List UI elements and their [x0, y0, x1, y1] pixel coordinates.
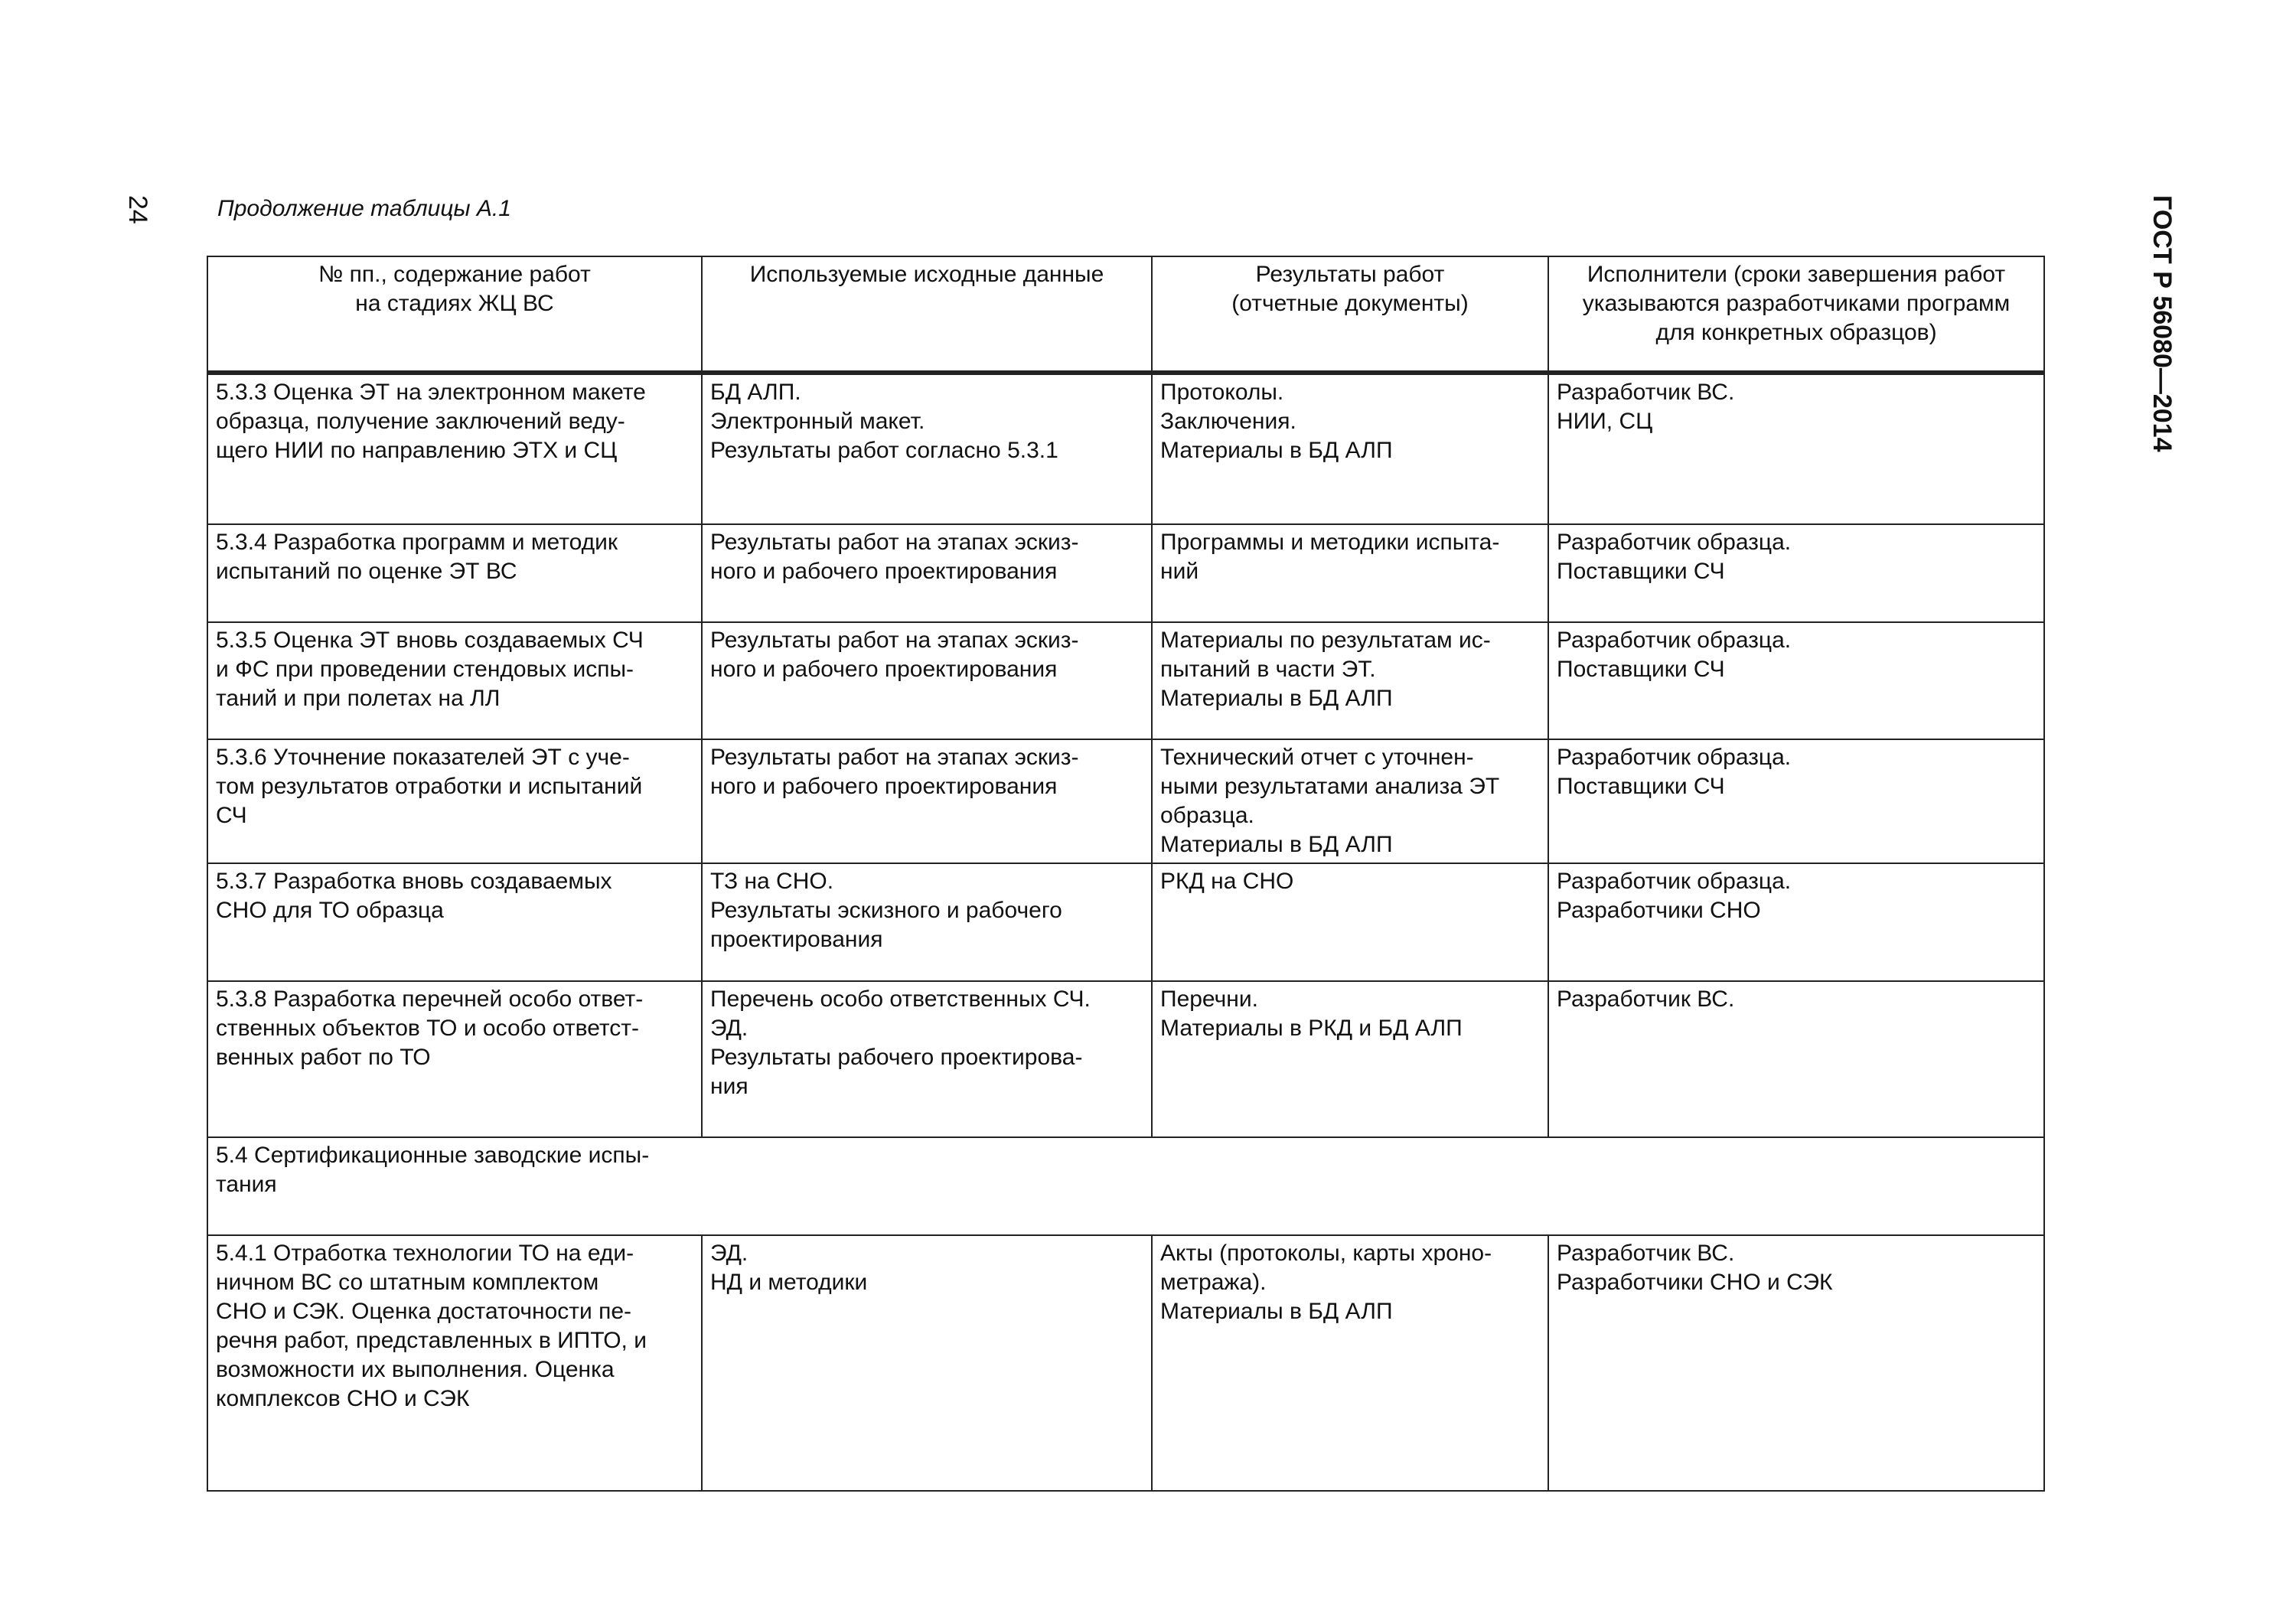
cell-line: метража). [1160, 1270, 1267, 1295]
cell-line: Поставщики СЧ [1557, 774, 1725, 799]
cell-line: Результаты работ на этапах эскиз- [710, 745, 1079, 770]
cell-executors [1548, 1235, 2044, 1491]
cell-line: Электронный макет. [710, 409, 925, 434]
cell-line: Материалы в РКД и БД АЛП [1160, 1016, 1463, 1041]
header-line: указываются разработчиками программ [1582, 291, 2011, 316]
cell-line: НД и методики [710, 1270, 868, 1295]
header-line: на стадиях ЖЦ ВС [355, 291, 554, 316]
header-line: для конкретных образцов) [1655, 320, 1937, 345]
cell-line: 5.4.1 Отработка технологии ТО на еди- [216, 1241, 634, 1266]
cell-line: БД АЛП. [710, 380, 801, 405]
cell-line: Результаты работ согласно 5.3.1 [710, 438, 1058, 463]
cell-line: 5.4 Сертификационные заводские испы- [216, 1143, 650, 1168]
cell-input-data [702, 524, 1152, 622]
cell-line: Разработчик ВС. [1557, 986, 1735, 1012]
cell-line: ного и рабочего проектирования [710, 774, 1058, 799]
table-continuation-caption: Продолжение таблицы А.1 [217, 196, 511, 221]
cell-line: ного и рабочего проектирования [710, 559, 1058, 584]
table-row [207, 622, 2044, 739]
cell-line: Заключения. [1160, 409, 1296, 434]
cell-line: Материалы в БД АЛП [1160, 1299, 1393, 1324]
cell-input-data [702, 981, 1152, 1137]
cell-line: ния [710, 1074, 748, 1099]
cell-line: Технический отчет с уточнен- [1160, 745, 1474, 770]
cell-line: РКД на СНО [1160, 869, 1294, 894]
cell-line: щего НИИ по направлению ЭТХ и СЦ [216, 438, 618, 463]
cell-stage [207, 863, 702, 981]
cell-line: речня работ, представленных в ИПТО, и [216, 1328, 647, 1353]
cell-line: таний и при полетах на ЛЛ [216, 686, 501, 711]
cell-line: ными результатами анализа ЭТ [1160, 774, 1500, 799]
cell-line: Разработчики СНО [1557, 898, 1761, 923]
cell-stage [207, 981, 702, 1137]
cell-line: СНО для ТО образца [216, 898, 444, 923]
document-code: ГОСТ Р 56080—2014 [2148, 195, 2177, 452]
cell-line: Материалы в БД АЛП [1160, 438, 1393, 463]
cell-stage [207, 373, 702, 524]
cell-line: Акты (протоколы, карты хроно- [1160, 1241, 1492, 1266]
cell-line: ний [1160, 559, 1199, 584]
cell-line: образца. [1160, 803, 1254, 828]
table-row [207, 863, 2044, 981]
cell-executors [1548, 373, 2044, 524]
cell-line: СЧ [216, 803, 247, 828]
cell-input-data [702, 373, 1152, 524]
cell-line: ТЗ на СНО. [710, 869, 834, 894]
cell-stage [207, 622, 702, 739]
cell-line: Результаты эскизного и рабочего [710, 898, 1062, 923]
cell-line: Поставщики СЧ [1557, 657, 1725, 682]
cell-executors [1548, 863, 2044, 981]
cell-results [1152, 863, 1548, 981]
cell-line: НИИ, СЦ [1557, 409, 1653, 434]
cell-executors [1548, 622, 2044, 739]
header-line: № пп., содержание работ [318, 262, 591, 287]
cell-results [1152, 1235, 1548, 1491]
cell-line: возможности их выполнения. Оценка [216, 1357, 615, 1382]
cell-executors [1548, 981, 2044, 1137]
cell-line: 5.3.3 Оценка ЭТ на электронном макете [216, 380, 646, 405]
column-header-results [1152, 256, 1548, 373]
cell-line: Разработчик ВС. [1557, 1241, 1735, 1266]
cell-input-data [702, 622, 1152, 739]
cell-line: пытаний в части ЭТ. [1160, 657, 1376, 682]
cell-line: Результаты рабочего проектирова- [710, 1045, 1083, 1070]
cell-results [1152, 622, 1548, 739]
header-line: Исполнители (сроки завершения работ [1587, 262, 2006, 287]
cell-line: испытаний по оценке ЭТ ВС [216, 559, 517, 584]
cell-line: СНО и СЭК. Оценка достаточности пе- [216, 1299, 632, 1324]
table-header-row [207, 256, 2044, 373]
table-row [207, 739, 2044, 863]
column-header-input-data [702, 256, 1152, 373]
cell-input-data [702, 739, 1152, 863]
table-row [207, 373, 2044, 524]
cell-line: том результатов отработки и испытаний [216, 774, 643, 799]
cell-line: комплексов СНО и СЭК [216, 1386, 470, 1411]
cell-line: образца, получение заключений веду- [216, 409, 625, 434]
cell-line: 5.3.5 Оценка ЭТ вновь создаваемых СЧ [216, 628, 644, 653]
table-row [207, 1235, 2044, 1491]
cell-line: Разработчик образца. [1557, 628, 1792, 653]
cell-line: 5.3.8 Разработка перечней особо ответ- [216, 986, 644, 1012]
cell-line: венных работ по ТО [216, 1045, 431, 1070]
cell-line: Разработчик образца. [1557, 530, 1792, 555]
cell-line: Результаты работ на этапах эскиз- [710, 628, 1079, 653]
cell-line: ного и рабочего проектирования [710, 657, 1058, 682]
cell-line: ничном ВС со штатным комплектом [216, 1270, 599, 1295]
header-line: Результаты работ [1255, 262, 1445, 287]
table-row [207, 981, 2044, 1137]
cell-line: проектирования [710, 927, 883, 952]
cell-results [1152, 524, 1548, 622]
cell-line: Перечень особо ответственных СЧ. [710, 986, 1091, 1012]
cell-executors [1548, 739, 2044, 863]
cell-line: Разработчик ВС. [1557, 380, 1735, 405]
section-title-cell [207, 1137, 2044, 1235]
cell-line: Протоколы. [1160, 380, 1284, 405]
cell-results [1152, 373, 1548, 524]
cell-line: Разработчики СНО и СЭК [1557, 1270, 1833, 1295]
work-table [207, 256, 2045, 1492]
cell-line: Разработчик образца. [1557, 869, 1792, 894]
table-row [207, 524, 2044, 622]
header-line: (отчетные документы) [1231, 291, 1469, 316]
cell-line: 5.3.4 Разработка программ и методик [216, 530, 618, 555]
cell-stage [207, 739, 702, 863]
cell-line: Перечни. [1160, 986, 1258, 1012]
page-number: 24 [123, 195, 152, 224]
cell-line: 5.3.7 Разработка вновь создаваемых [216, 869, 612, 894]
cell-line: и ФС при проведении стендовых испы- [216, 657, 634, 682]
cell-line: Результаты работ на этапах эскиз- [710, 530, 1079, 555]
cell-line: тания [216, 1172, 277, 1197]
cell-stage [207, 524, 702, 622]
cell-line: ЭД. [710, 1241, 748, 1266]
cell-line: 5.3.6 Уточнение показателей ЭТ с уче- [216, 745, 630, 770]
cell-executors [1548, 524, 2044, 622]
column-header-executors [1548, 256, 2044, 373]
cell-line: Материалы в БД АЛП [1160, 832, 1393, 857]
cell-line: Материалы по результатам ис- [1160, 628, 1491, 653]
cell-results [1152, 981, 1548, 1137]
cell-input-data [702, 863, 1152, 981]
cell-line: Материалы в БД АЛП [1160, 686, 1393, 711]
column-header-stage [207, 256, 702, 373]
section-row [207, 1137, 2044, 1235]
cell-results [1152, 739, 1548, 863]
cell-line: ЭД. [710, 1016, 748, 1041]
header-line: Используемые исходные данные [749, 262, 1104, 287]
cell-line: ственных объектов ТО и особо ответст- [216, 1016, 640, 1041]
cell-line: Разработчик образца. [1557, 745, 1792, 770]
cell-line: Программы и методики испыта- [1160, 530, 1500, 555]
cell-line: Поставщики СЧ [1557, 559, 1725, 584]
cell-stage [207, 1235, 702, 1491]
cell-input-data [702, 1235, 1152, 1491]
